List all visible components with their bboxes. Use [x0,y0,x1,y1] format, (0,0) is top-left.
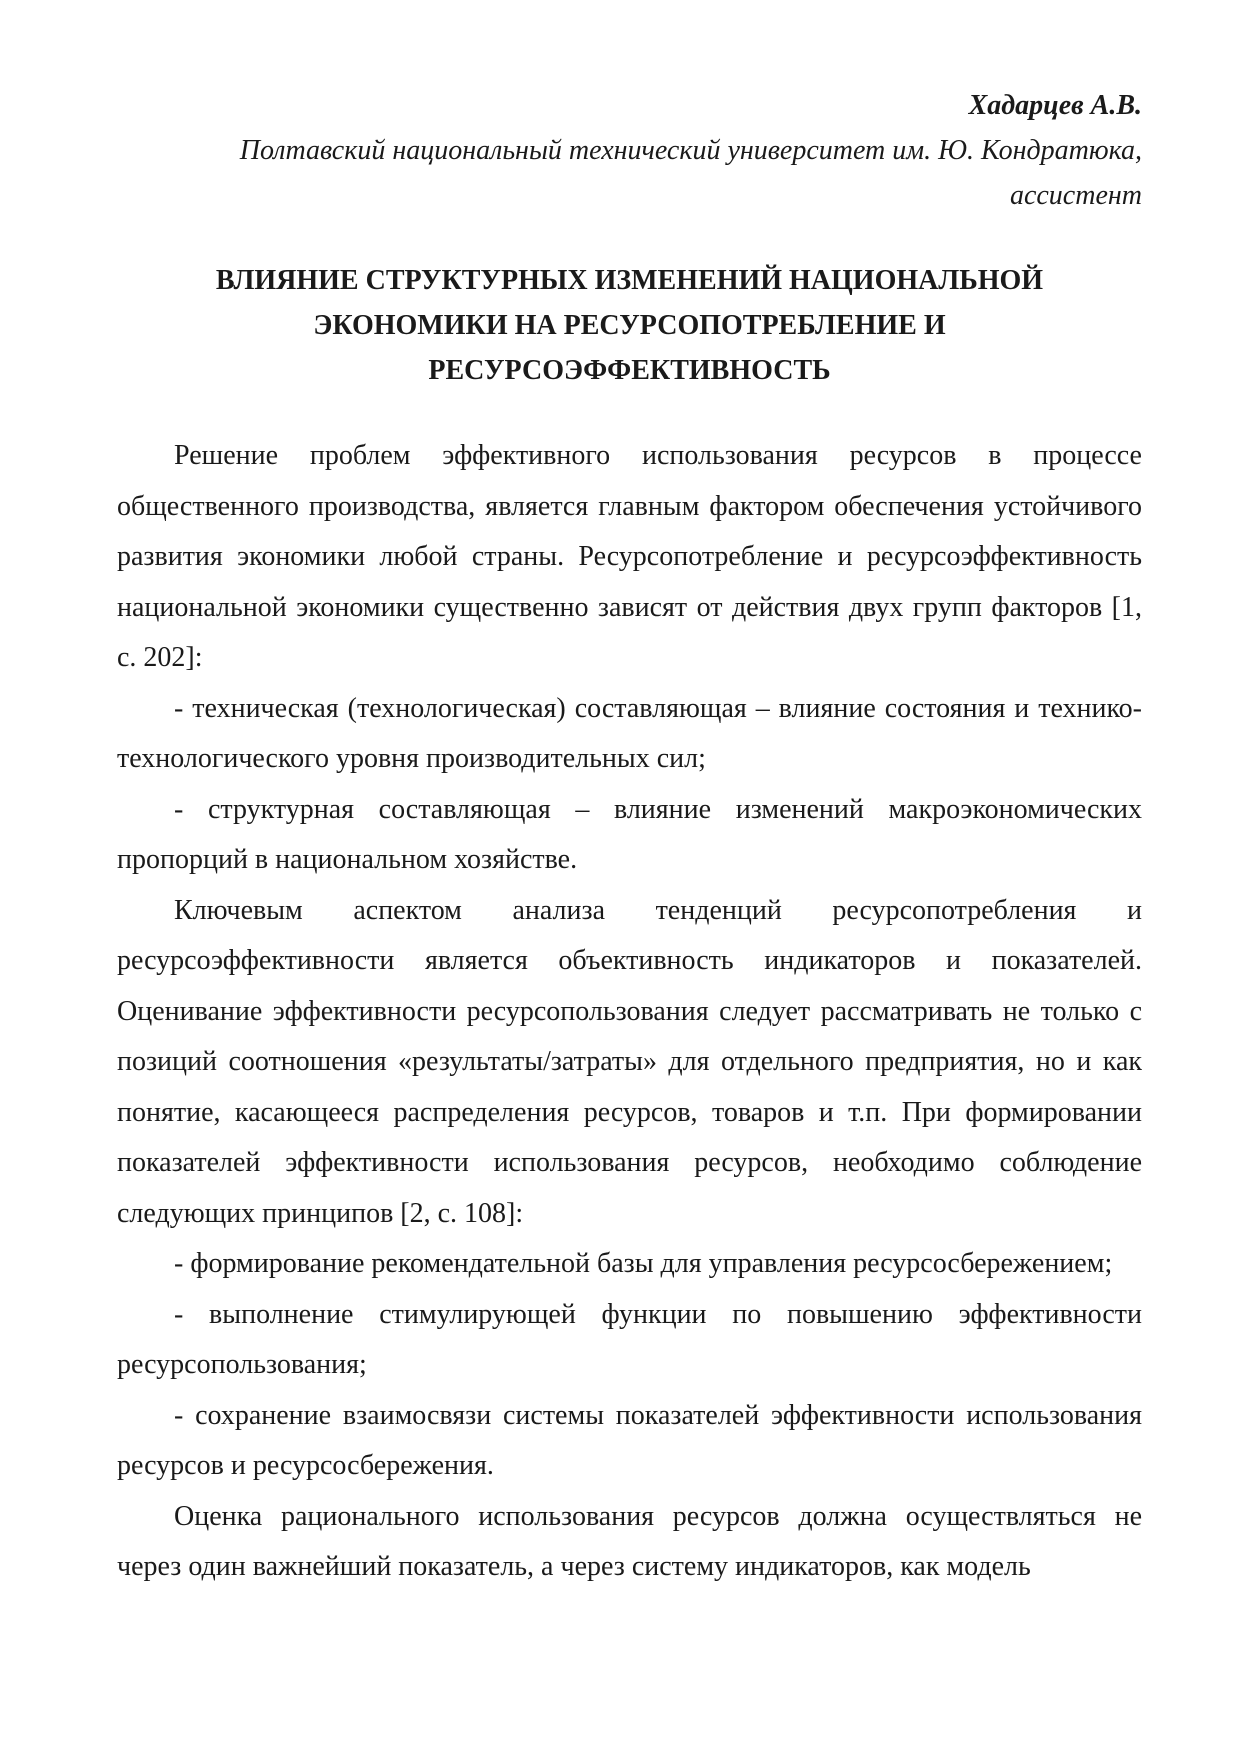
article-title [117,258,1142,393]
paragraph-key-aspect: Ключевым аспектом анализа тенденций ресурсопотребления и ресурсоэффективности является объективность индикаторов и показателей. Оценивание эффективности ресурсопользования следует рассматривать не только с позиций соотношения «результаты/затраты» для отдельного предприятия, но и как понятие, касающееся распределения ресурсов, товаров и т.п. При формировании показателей эффективности использования ресурсов, необходимо соблюдение следующих принципов [2, с. 108]: [117,894,1142,1229]
title-line-1: ВЛИЯНИЕ СТРУКТУРНЫХ ИЗМЕНЕНИЙ НАЦИОНАЛЬНОЙ [215,265,1044,296]
paragraph-intro: Решение проблем эффективного использования ресурсов в процессе общественного производства, является главным фактором обеспечения устойчивого развития экономики любой страны. Ресурсопотребление и ресурсоэффективность национальной экономики существенно зависят от действия двух групп факторов [1, с. 202]: [117,440,1142,673]
paragraph-assessment: Оценка рационального использования ресурсов должна осуществляться не через один важнейший показатель, а через систему индикаторов, как модель [117,1500,1142,1582]
title-line-3: РЕСУРСОЭФФЕКТИВНОСТЬ [428,355,831,386]
author-affiliation [117,128,1142,218]
list-item-principle-2: - выполнение стимулирующей функции по повышению эффективности ресурсопользования; [117,1298,1142,1380]
list-item-structural-factor: - структурная составляющая – влияние изменений макроэкономических пропорций в национальном хозяйстве. [117,793,1142,875]
list-item-technical-factor: - техническая (технологическая) составляющая – влияние состояния и технико-технологического уровня производительных сил; [117,692,1142,774]
author-name: Хадарцев А.В. [968,90,1142,121]
affiliation-line-2: ассистент [1009,180,1142,211]
list-item-principle-1: - формирование рекомендательной базы для управления ресурсосбережением; [174,1248,1113,1279]
document-page [117,88,1142,1593]
affiliation-line-1: Полтавский национальный технический университет им. Ю. Кондратюка, [239,135,1142,166]
article-body [117,431,1142,1593]
list-item-principle-3: - сохранение взаимосвязи системы показателей эффективности использования ресурсов и ресурсосбережения. [117,1399,1142,1481]
title-line-2: ЭКОНОМИКИ НА РЕСУРСОПОТРЕБЛЕНИЕ И [313,310,946,341]
